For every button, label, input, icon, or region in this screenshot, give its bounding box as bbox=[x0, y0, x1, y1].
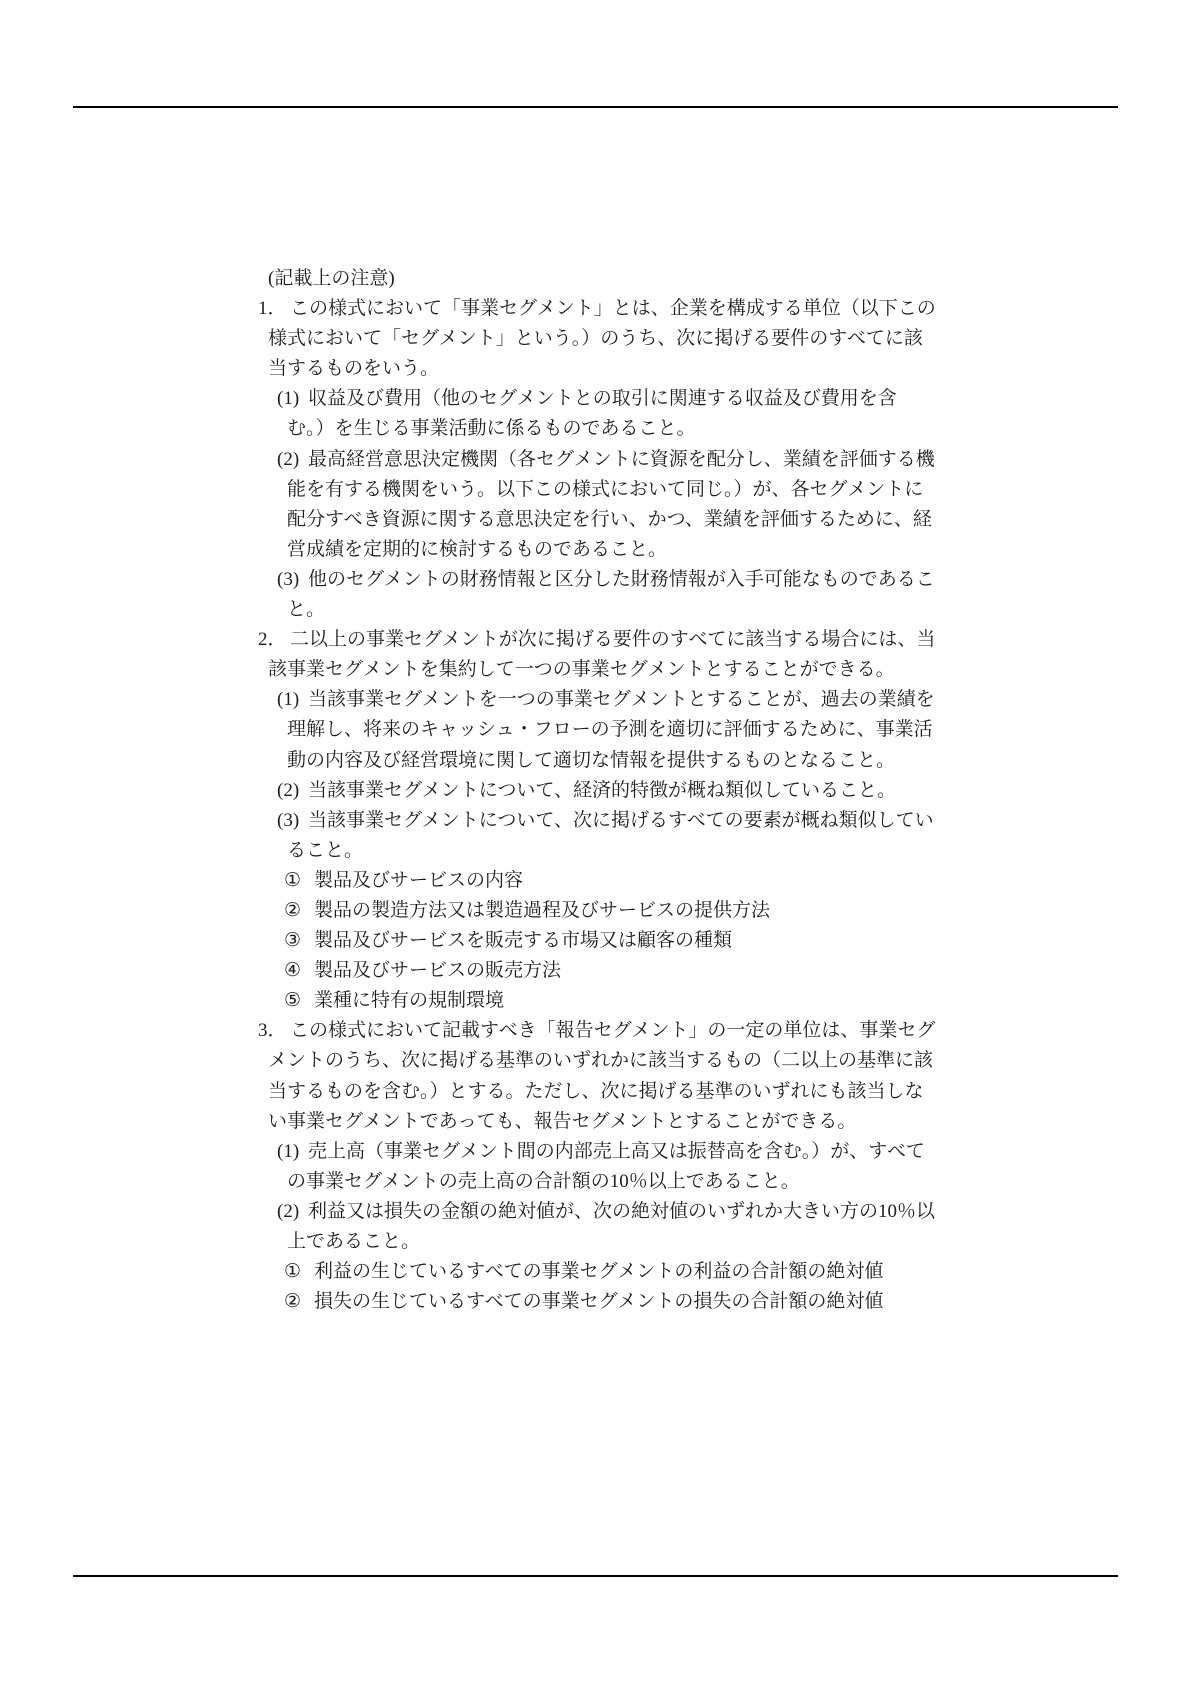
list-marker: ③ bbox=[284, 930, 302, 952]
line-text: 他のセグメントの財務情報と区分した財務情報が入手可能なものであるこ bbox=[308, 568, 935, 590]
list-marker: ④ bbox=[284, 960, 302, 982]
line-text: 二以上の事業セグメントが次に掲げる要件のすべてに該当する場合には、当 bbox=[290, 629, 936, 651]
list-marker: ⑤ bbox=[284, 990, 302, 1012]
list-marker: 3． bbox=[258, 1020, 287, 1042]
text-line bbox=[258, 806, 978, 836]
line-text: 製品及びサービスを販売する市場又は顧客の種類 bbox=[314, 930, 733, 952]
text-line bbox=[258, 595, 978, 625]
text-line bbox=[258, 1197, 978, 1227]
line-text: 収益及び費用（他のセグメントとの取引に関連する収益及び費用を含 bbox=[308, 388, 897, 410]
list-marker: 1． bbox=[258, 298, 287, 320]
list-marker: (1) bbox=[277, 689, 300, 711]
line-text: 利益の生じているすべての事業セグメントの利益の合計額の絶対値 bbox=[314, 1261, 884, 1283]
text-line bbox=[258, 414, 978, 444]
text-line bbox=[258, 475, 978, 505]
line-text: この様式において「事業セグメント」とは、企業を構成する単位（以下この bbox=[290, 298, 936, 320]
text-line bbox=[258, 324, 978, 354]
line-text: 当するものを含む。）とする。ただし、次に掲げる基準のいずれにも該当しな bbox=[268, 1080, 924, 1102]
text-line bbox=[258, 1167, 978, 1197]
text-line bbox=[258, 1227, 978, 1257]
line-text: 配分すべき資源に関する意思決定を行い、かつ、業績を評価するために、経 bbox=[287, 508, 932, 530]
bottom-rule bbox=[73, 1575, 1118, 1577]
line-text: 当するものをいう。 bbox=[268, 358, 440, 380]
text-line bbox=[258, 445, 978, 475]
list-marker: ② bbox=[284, 899, 302, 921]
list-marker: (1) bbox=[277, 1140, 300, 1162]
text-line bbox=[258, 1077, 978, 1107]
line-text: 上であること。 bbox=[287, 1231, 421, 1252]
text-line bbox=[258, 926, 978, 956]
line-text: 製品の製造方法又は製造過程及びサービスの提供方法 bbox=[314, 899, 771, 921]
line-text: 最高経営意思決定機関（各セグメントに資源を配分し、業績を評価する機 bbox=[308, 448, 935, 470]
text-line bbox=[258, 776, 978, 806]
text-line bbox=[258, 836, 978, 866]
list-marker: (1) bbox=[277, 388, 300, 410]
text-line bbox=[258, 264, 978, 294]
text-line bbox=[258, 866, 978, 896]
line-text: ること。 bbox=[287, 839, 364, 861]
list-marker: (3) bbox=[277, 568, 300, 590]
line-text: 当該事業セグメントについて、次に掲げるすべての要素が概ね類似してい bbox=[308, 809, 934, 831]
text-line bbox=[258, 1016, 978, 1046]
text-line bbox=[258, 685, 978, 715]
text-line bbox=[258, 535, 978, 565]
list-marker: (3) bbox=[277, 809, 300, 831]
line-text: む。）を生じる事業活動に係るものであること。 bbox=[287, 418, 696, 440]
text-line bbox=[258, 1107, 978, 1137]
text-line bbox=[258, 715, 978, 745]
line-text: 営成績を定期的に検討するものであること。 bbox=[287, 538, 668, 560]
top-rule bbox=[73, 106, 1118, 108]
line-text: 製品及びサービスの販売方法 bbox=[314, 960, 562, 982]
line-text: 理解し、将来のキャッシュ・フローの予測を適切に評価するために、事業活 bbox=[287, 719, 933, 741]
line-text: 売上高（事業セグメント間の内部売上高又は振替高を含む。）が、すべて bbox=[308, 1140, 925, 1162]
text-line bbox=[258, 956, 978, 986]
text-line bbox=[258, 565, 978, 595]
list-marker: 2． bbox=[258, 629, 287, 651]
list-marker: (2) bbox=[277, 1200, 300, 1222]
text-line bbox=[258, 1257, 978, 1287]
text-line bbox=[258, 655, 978, 685]
line-text: (記載上の注意) bbox=[268, 268, 395, 289]
list-marker: ① bbox=[284, 1261, 302, 1283]
list-marker: (2) bbox=[277, 448, 300, 470]
text-line bbox=[258, 505, 978, 535]
list-marker: (2) bbox=[277, 779, 300, 801]
line-text: と。 bbox=[287, 599, 326, 621]
line-text: 利益又は損失の金額の絶対値が、次の絶対値のいずれか大きい方の10％以 bbox=[308, 1200, 936, 1222]
text-line bbox=[258, 746, 978, 776]
list-marker: ① bbox=[284, 869, 302, 891]
line-text: 業種に特有の規制環境 bbox=[314, 990, 505, 1012]
line-text: 動の内容及び経営環境に関して適切な情報を提供するものとなること。 bbox=[287, 749, 896, 771]
text-line bbox=[258, 384, 978, 414]
line-text: この様式において記載すべき「報告セグメント」の一定の単位は、事業セグ bbox=[290, 1020, 936, 1042]
line-text: 様式において「セグメント」という。）のうち、次に掲げる要件のすべてに該 bbox=[268, 328, 923, 350]
line-text: 当該事業セグメントについて、経済的特徴が概ね類似していること。 bbox=[308, 779, 897, 801]
list-marker: ② bbox=[284, 1291, 302, 1313]
line-text: 当該事業セグメントを一つの事業セグメントとすることが、過去の業績を bbox=[308, 689, 935, 711]
line-text: 製品及びサービスの内容 bbox=[314, 869, 524, 891]
text-line bbox=[258, 896, 978, 926]
line-text: メントのうち、次に掲げる基準のいずれかに該当するもの（二以上の基準に該 bbox=[268, 1050, 934, 1072]
text-line bbox=[258, 986, 978, 1016]
text-line bbox=[258, 294, 978, 324]
text-line bbox=[258, 1046, 978, 1076]
text-line bbox=[258, 354, 978, 384]
notes-body bbox=[258, 264, 978, 1317]
line-text: 該事業セグメントを集約して一つの事業セグメントとすることができる。 bbox=[268, 659, 895, 681]
text-line bbox=[258, 1287, 978, 1317]
line-text: 能を有する機関をいう。以下この様式において同じ。）が、各セグメントに bbox=[287, 478, 924, 500]
line-text: の事業セグメントの売上高の合計額の10％以上であること。 bbox=[287, 1170, 800, 1192]
text-line bbox=[258, 1137, 978, 1167]
text-line bbox=[258, 625, 978, 655]
line-text: 損失の生じているすべての事業セグメントの損失の合計額の絶対値 bbox=[314, 1291, 884, 1313]
line-text: い事業セグメントであっても、報告セグメントとすることができる。 bbox=[268, 1110, 857, 1132]
